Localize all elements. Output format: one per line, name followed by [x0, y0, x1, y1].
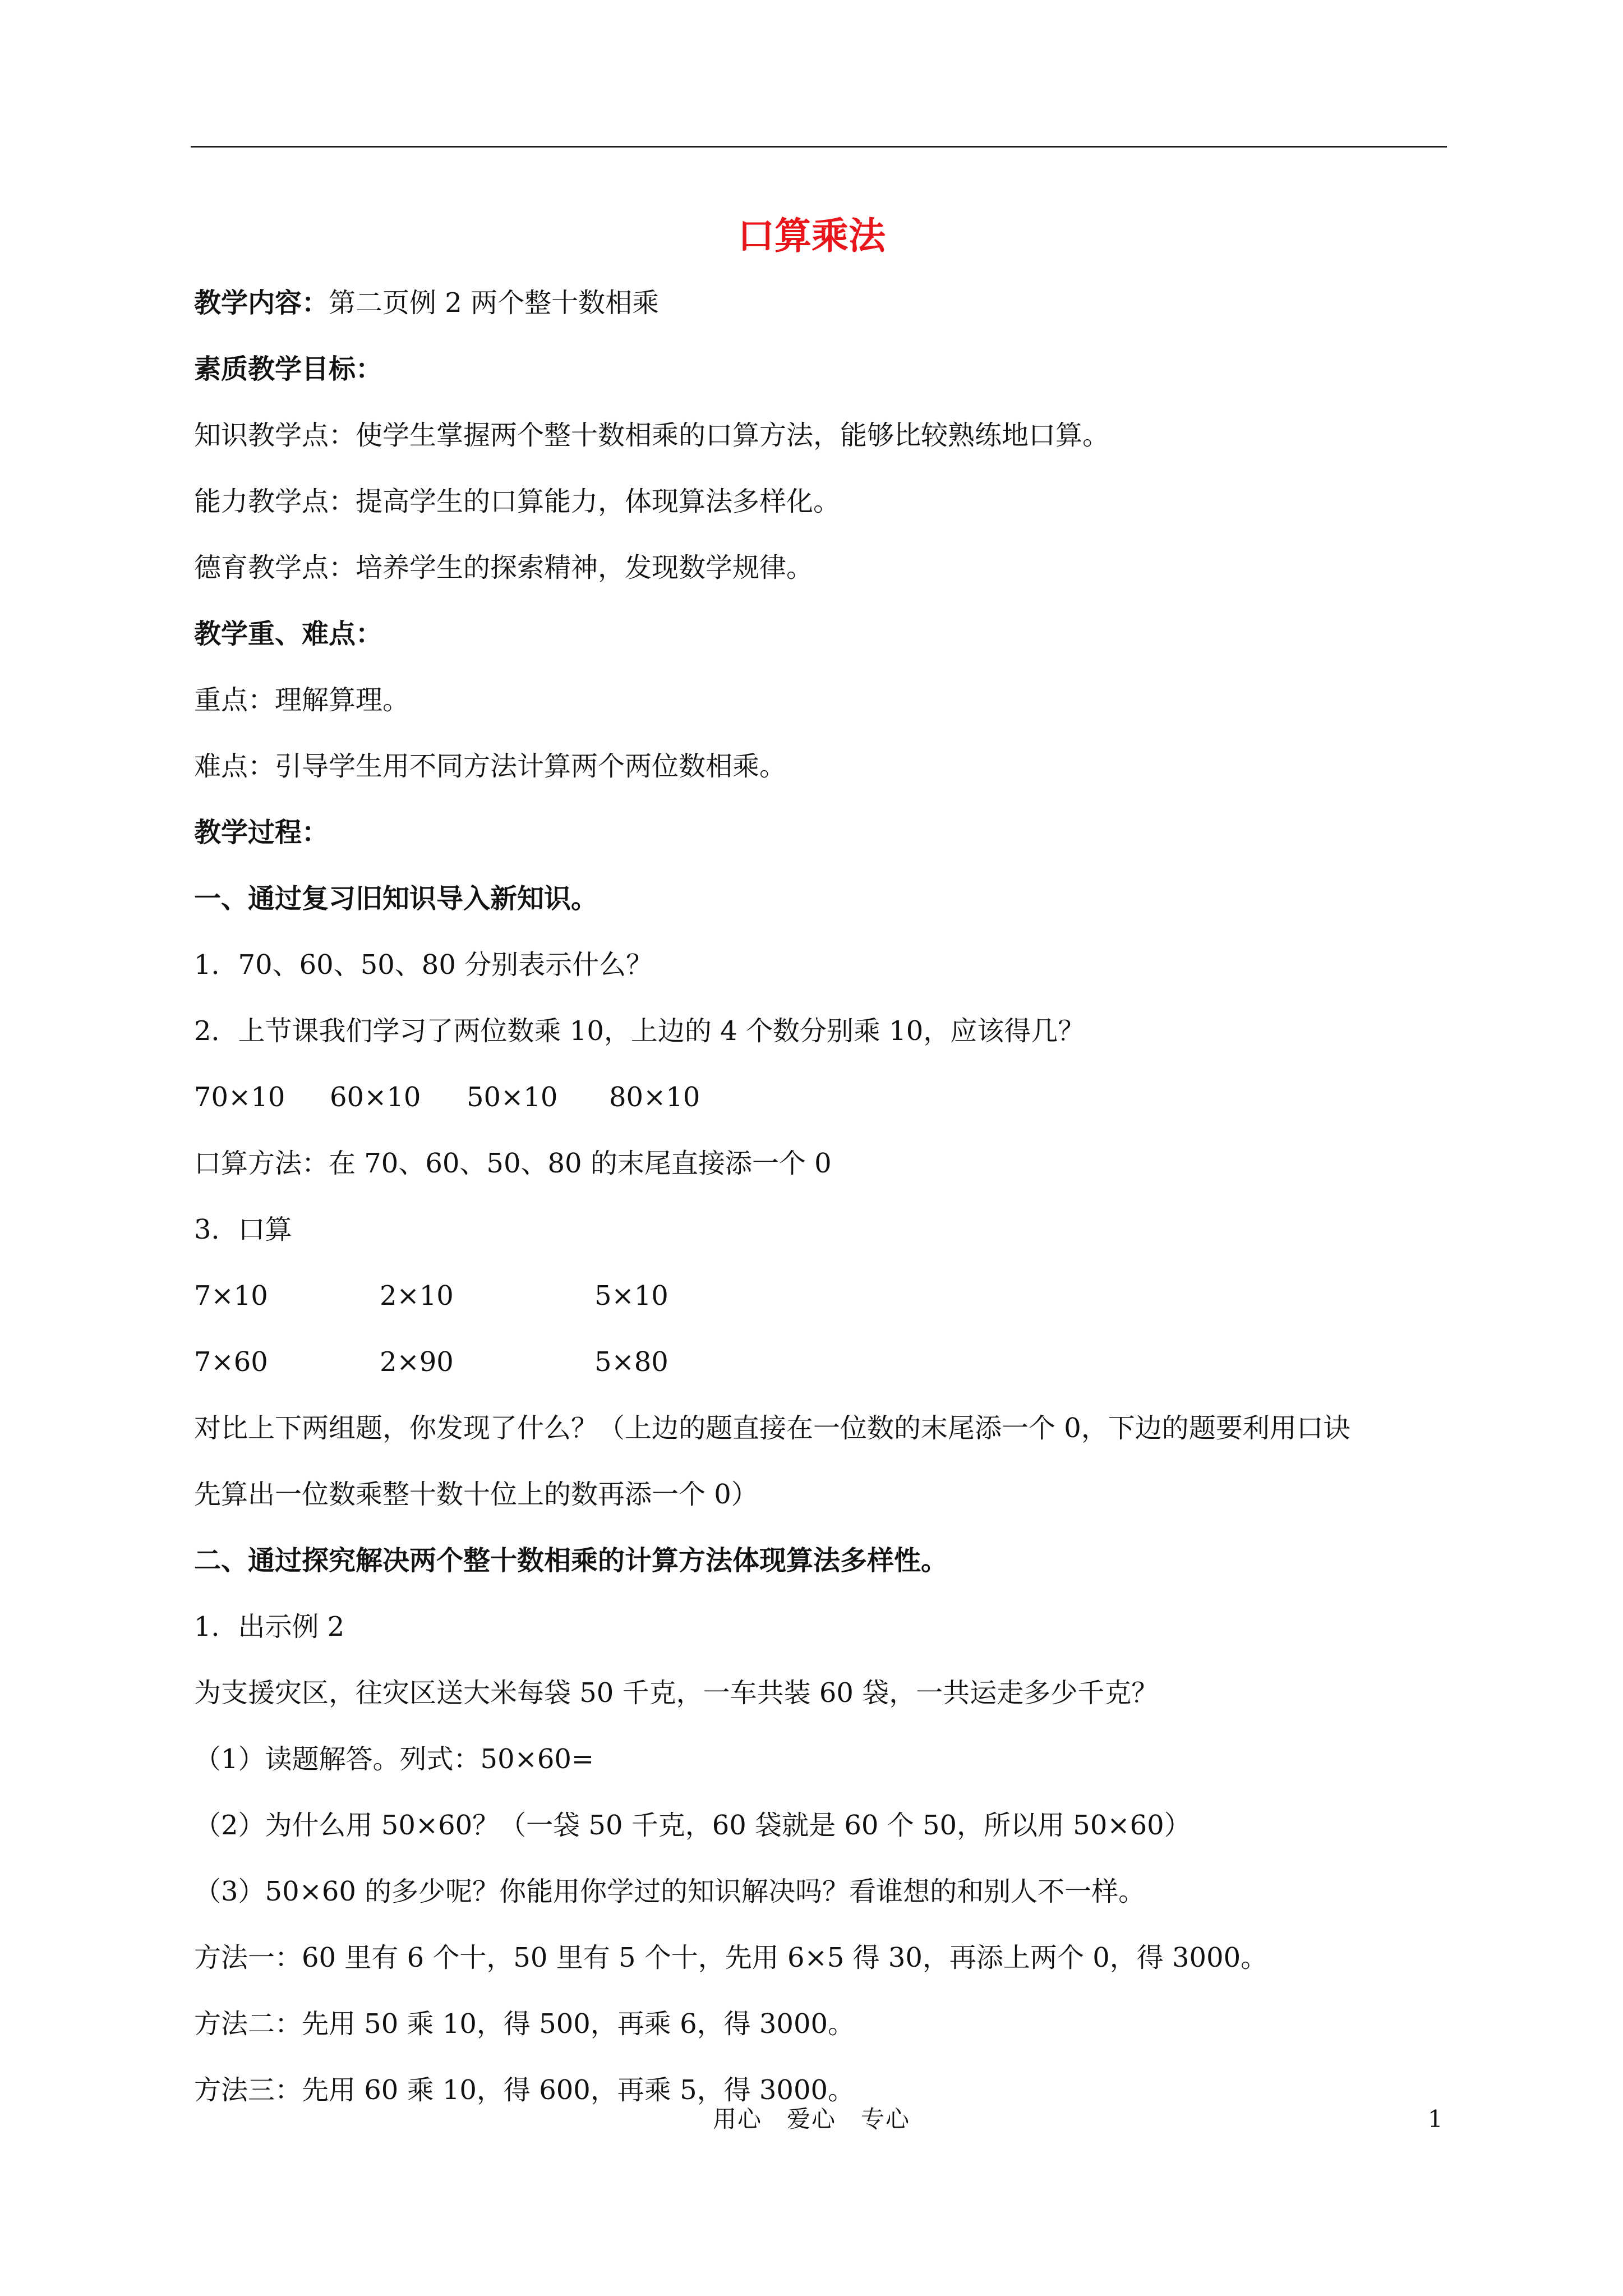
step-3: （3）50×60 的多少呢？你能用你学过的知识解决吗？看谁想的和别人不一样。 [194, 1876, 1146, 1907]
content-line [194, 286, 1450, 320]
exercise-item: 7×10 [194, 1280, 268, 1312]
exercise-item: 2×90 [380, 1346, 454, 1378]
word-problem: 为支援灾区，往灾区送大米每袋 50 千克，一车共装 60 袋，一共运走多少千克？ [194, 1677, 1159, 1709]
comparison-line-1: 对比上下两组题，你发现了什么？（上边的题直接在一位数的末尾添一个 0，下边的题要利用口诀 [194, 1412, 1350, 1444]
key-points-heading: 教学重、难点： [194, 618, 383, 650]
question-1: 1．70、60、50、80 分别表示什么？ [194, 949, 653, 981]
exercise-item: 50×10 [467, 1082, 558, 1113]
content-value: 第二页例 2 两个整十数相乘 [329, 287, 660, 319]
exercise-row-c [194, 1345, 1450, 1379]
question-3: 3．口算 [194, 1214, 292, 1245]
method-3: 方法三：先用 60 乘 10，得 600，再乘 5，得 3000。 [194, 2074, 855, 2106]
exercise-item: 60×10 [330, 1082, 421, 1113]
step-2: （2）为什么用 50×60？（一袋 50 千克，60 袋就是 60 个 50，所以用 50×60） [194, 1810, 1191, 1841]
step-1: （1）读题解答。列式：50×60= [194, 1743, 594, 1775]
exercise-item: 80×10 [609, 1082, 700, 1113]
question-2: 2．上节课我们学习了两位数乘 10，上边的 4 个数分别乘 10，应该得几？ [194, 1015, 1085, 1047]
section1-heading: 一、通过复习旧知识导入新知识。 [194, 883, 598, 914]
goal-ability: 能力教学点：提高学生的口算能力，体现算法多样化。 [194, 486, 841, 517]
exercise-item: 5×80 [594, 1346, 668, 1378]
comparison-line-2: 先算出一位数乘整十数十位上的数再添一个 0） [194, 1479, 758, 1510]
section2-heading: 二、通过探究解决两个整十数相乘的计算方法体现算法多样性。 [194, 1545, 948, 1576]
difficulty-point: 难点：引导学生用不同方法计算两个两位数相乘。 [194, 751, 787, 782]
focus-point: 重点：理解算理。 [194, 684, 410, 716]
page-title: 口算乘法 [737, 214, 886, 257]
exercise-row-b [194, 1279, 1450, 1313]
exercise-item: 7×60 [194, 1346, 268, 1378]
example-label: 1．出示例 2 [194, 1611, 345, 1642]
goal-knowledge: 知识教学点：使学生掌握两个整十数相乘的口算方法，能够比较熟练地口算。 [194, 420, 1110, 451]
process-heading: 教学过程： [194, 817, 329, 848]
page-number: 1 [1428, 2105, 1443, 2133]
header-rule [191, 146, 1447, 148]
exercise-item: 70×10 [194, 1082, 285, 1113]
goal-moral: 德育教学点：培养学生的探索精神，发现数学规律。 [194, 552, 814, 583]
method-1: 方法一：60 里有 6 个十，50 里有 5 个十，先用 6×5 得 30，再添上两个 0，得 3000。 [194, 1942, 1268, 1973]
exercise-item: 5×10 [594, 1280, 668, 1312]
goals-heading: 素质教学目标： [194, 353, 383, 385]
document-body [194, 286, 1450, 2139]
method-2: 方法二：先用 50 乘 10，得 500，再乘 6，得 3000。 [194, 2008, 855, 2040]
footer-motto: 用心 爱心 专心 [712, 2105, 910, 2133]
exercise-row-a [194, 1080, 1450, 1114]
content-label: 教学内容： [194, 287, 329, 319]
exercise-item: 2×10 [380, 1280, 454, 1312]
mental-method: 口算方法：在 70、60、50、80 的末尾直接添一个 0 [194, 1148, 832, 1179]
